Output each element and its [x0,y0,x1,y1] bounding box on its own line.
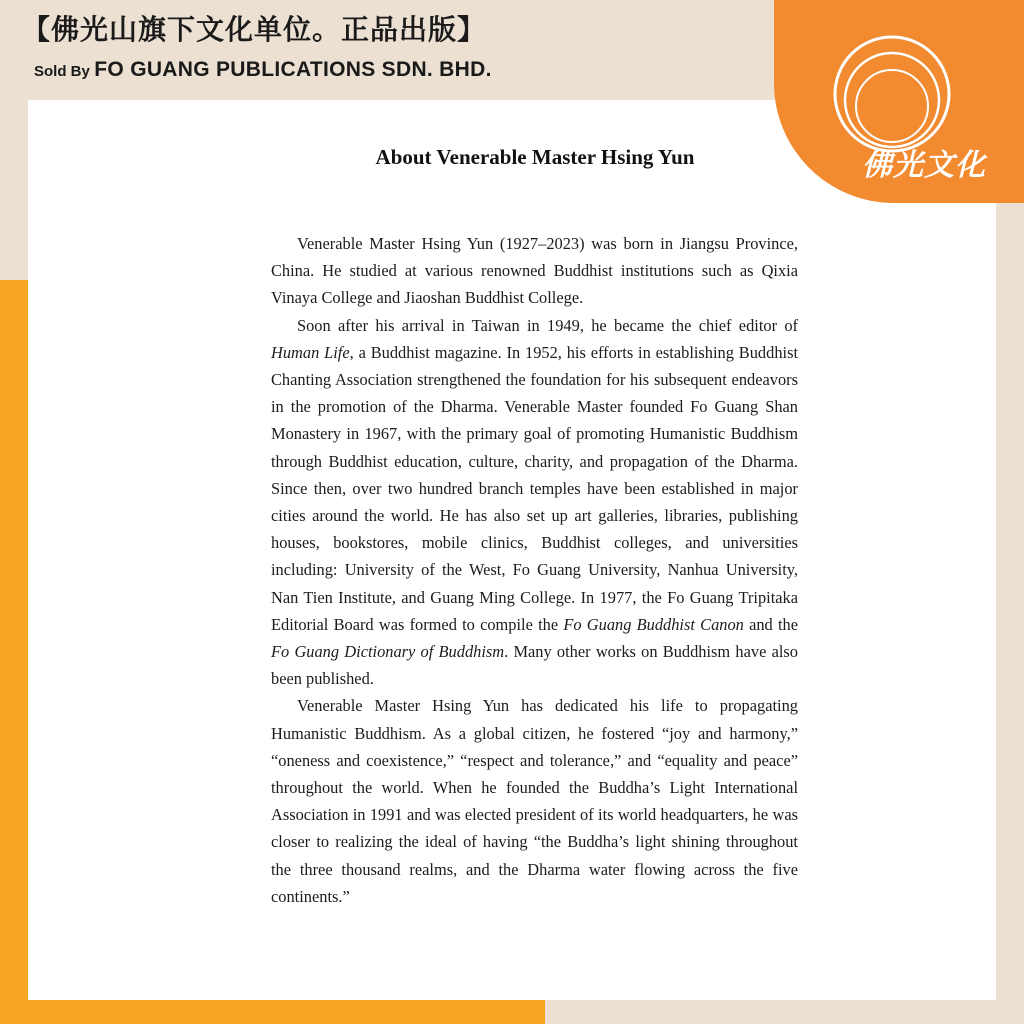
banner-sold-by [34,58,492,82]
italic-title: Human Life [271,342,350,362]
text-run: Venerable Master Hsing Yun (1927–2023) was born in Jiangsu Province, China. He studied at various renowned Buddhist institutions such as Qixia Vinaya College and Jiaoshan Buddhist College. [271,234,798,308]
text-run: and the [743,614,798,634]
text-run: . Many other works on Buddhism have also been published. [271,642,798,689]
text-run: Venerable Master Hsing Yun has dedicated his life to propagating Humanistic Buddhism. As a global citizen, he fostered “joy and harmony,” “oneness and coexistence,” “respect and tolerance,” and “equality and peace” throughout the world. When he founded the Buddha’s Light International Association in 1991 and was elected president of its world headquarters, he was closer to realizing the ideal of having “the Buddha’s light shining throughout the three thousand realms, and the Dharma water flowing across the five continents.” [271,696,798,906]
bottom-accent-band [0,1000,545,1024]
text-run: Soon after his arrival in Taiwan in 1949, he became the chief editor of [297,315,798,335]
paragraph [271,230,798,312]
italic-title: Fo Guang Buddhist Canon [563,614,744,634]
banner-chinese-text: 【佛光山旗下文化单位。正品出版】 [22,13,487,46]
header-banner [22,12,492,82]
paragraph [271,692,798,910]
sold-by-label: Sold By [34,63,90,80]
logo-text: 佛光文化 [862,148,986,183]
publisher-name: FO GUANG PUBLICATIONS SDN. BHD. [94,58,492,81]
page-title: About Venerable Master Hsing Yun [375,145,695,169]
italic-title: Fo Guang Dictionary of Buddhism [271,642,505,662]
paragraph [271,312,798,693]
text-run: , a Buddhist magazine. In 1952, his efforts in establishing Buddhist Chanting Association strengthened the foundation for his subsequent endeavors in the promotion of the Dharma. Venerable Master founded Fo Guang Shan Monastery in 1967, with the primary goal of promoting Humanistic Buddhism through Buddhist education, culture, charity, and propagation of the Dharma. Since then, over two hundred branch temples have been established in major cities around the world. He has also set up art galleries, libraries, publishing houses, bookstores, mobile clinics, Buddhist colleges, and universities including: University of the West, Fo Guang University, Nanhua University, Nan Tien Institute, and Guang Ming College. In 1977, the Fo Guang Tripitaka Editorial Board was formed to compile the [271,342,799,634]
body-text [271,230,798,910]
